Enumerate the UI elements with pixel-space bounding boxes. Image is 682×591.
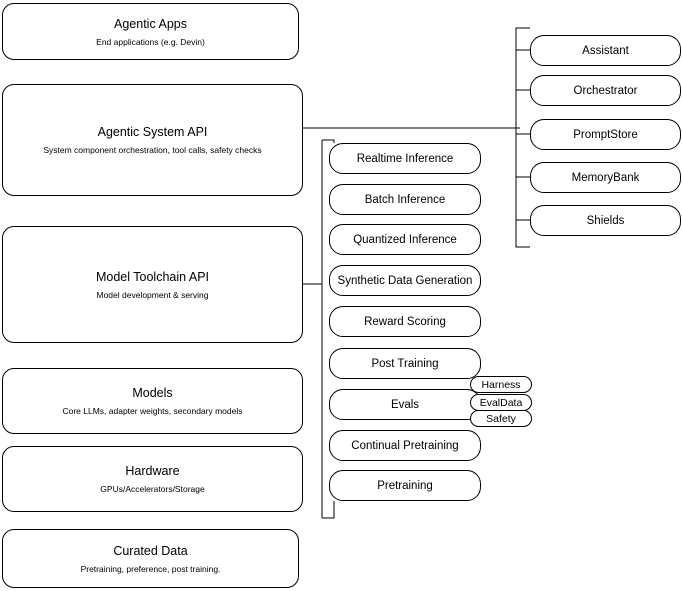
component-reward-scoring[interactable] (329, 306, 481, 337)
component-assistant[interactable] (530, 35, 681, 66)
component-label: PromptStore (573, 128, 638, 141)
layer-box-model-toolchain-api[interactable] (2, 226, 303, 343)
component-label: Harness (481, 378, 521, 391)
component-label: Shields (586, 214, 625, 227)
component-memorybank[interactable] (530, 162, 681, 193)
component-label: Post Training (371, 357, 439, 370)
layer-title: Agentic System API (97, 125, 208, 139)
component-label: Evals (390, 398, 420, 411)
layer-subtitle: System component orchestration, tool calls, safety checks (43, 145, 262, 155)
component-label: Synthetic Data Generation (337, 274, 473, 287)
component-label: Assistant (582, 44, 629, 57)
layer-title: Model Toolchain API (95, 269, 210, 284)
component-pretraining[interactable] (329, 470, 481, 501)
layer-subtitle: GPUs/Accelerators/Storage (100, 484, 205, 494)
layer-box-curated-data[interactable] (2, 529, 299, 588)
component-label: EvalData (479, 396, 523, 409)
component-quantized-inference[interactable] (329, 224, 481, 255)
layer-box-hardware[interactable] (2, 446, 303, 512)
layer-title: Curated Data (113, 543, 188, 558)
component-label: MemoryBank (571, 171, 640, 184)
layer-title: Agentic Apps (114, 16, 187, 31)
component-label: Realtime Inference (356, 152, 454, 165)
component-harness[interactable] (470, 376, 532, 393)
component-post-training[interactable] (329, 348, 481, 379)
component-batch-inference[interactable] (329, 184, 481, 215)
component-label: Pretraining (377, 479, 433, 492)
layer-subtitle: Pretraining, preference, post training. (80, 563, 221, 574)
layer-title: Hardware (125, 464, 180, 478)
component-safety[interactable] (470, 410, 532, 427)
layer-box-agentic-apps[interactable] (2, 3, 299, 60)
component-evals[interactable] (329, 389, 481, 420)
component-label: Batch Inference (364, 193, 446, 206)
layer-title: Models (132, 386, 173, 400)
component-label: Continual Pretraining (351, 439, 459, 452)
component-label: Safety (486, 412, 516, 425)
component-promptstore[interactable] (530, 119, 681, 150)
component-label: Quantized Inference (353, 233, 457, 246)
component-continual-pretraining[interactable] (329, 430, 481, 461)
component-label: Orchestrator (573, 84, 638, 97)
component-orchestrator[interactable] (530, 75, 681, 106)
layer-subtitle: Model development & serving (96, 289, 209, 300)
layer-subtitle: Core LLMs, adapter weights, secondary models (62, 406, 243, 416)
component-shields[interactable] (530, 205, 681, 236)
component-synthetic-data-generation[interactable] (329, 265, 481, 296)
component-realtime-inference[interactable] (329, 143, 481, 174)
layer-box-agentic-system-api[interactable] (2, 84, 303, 196)
layer-box-models[interactable] (2, 368, 303, 434)
component-label: Reward Scoring (364, 315, 446, 328)
component-evaldata[interactable] (470, 394, 532, 411)
layer-subtitle: End applications (e.g. Devin) (96, 36, 205, 47)
